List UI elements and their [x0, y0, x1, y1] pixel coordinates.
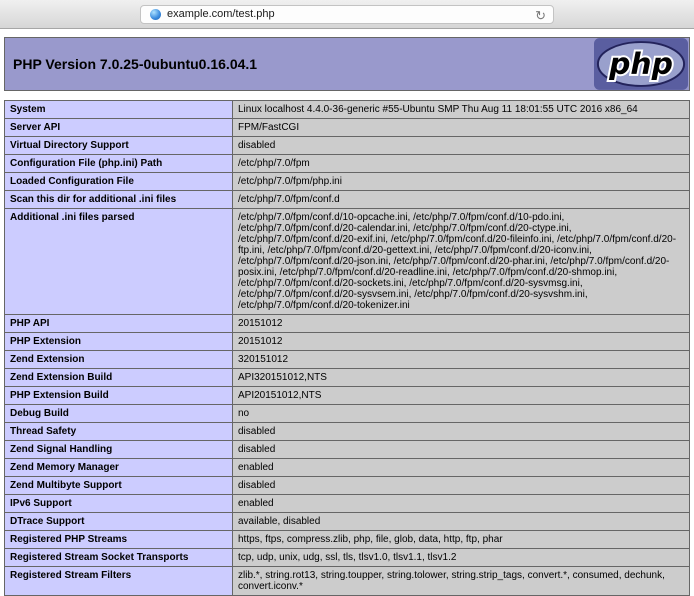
table-row — [5, 477, 690, 495]
info-row-label: Virtual Directory Support — [5, 137, 233, 155]
info-row-value: 320151012 — [233, 351, 690, 369]
table-row — [5, 369, 690, 387]
table-row — [5, 155, 690, 173]
info-row-label: Server API — [5, 119, 233, 137]
info-row-label: PHP Extension — [5, 333, 233, 351]
info-row-label: System — [5, 101, 233, 119]
table-row — [5, 549, 690, 567]
info-row-value: /etc/php/7.0/fpm/conf.d — [233, 191, 690, 209]
info-row-value: FPM/FastCGI — [233, 119, 690, 137]
info-row-label: PHP API — [5, 315, 233, 333]
info-row-label: PHP Extension Build — [5, 387, 233, 405]
address-bar[interactable] — [140, 5, 554, 24]
page-title: PHP Version 7.0.25-0ubuntu0.16.04.1 — [13, 56, 258, 72]
table-row — [5, 137, 690, 155]
table-row — [5, 209, 690, 315]
url-text: example.com/test.php — [167, 8, 275, 20]
info-row-label: Loaded Configuration File — [5, 173, 233, 191]
info-row-value: disabled — [233, 423, 690, 441]
info-row-label: DTrace Support — [5, 513, 233, 531]
table-row — [5, 101, 690, 119]
info-row-value: 20151012 — [233, 333, 690, 351]
info-row-value: zlib.*, string.rot13, string.toupper, string.tolower, string.strip_tags, convert.*, consumed, dechunk, convert.iconv.* — [233, 567, 690, 596]
info-row-label: Additional .ini files parsed — [5, 209, 233, 315]
table-row — [5, 513, 690, 531]
info-row-value: /etc/php/7.0/fpm/php.ini — [233, 173, 690, 191]
info-row-value: API20151012,NTS — [233, 387, 690, 405]
phpinfo-table — [4, 100, 690, 596]
php-version-header — [4, 37, 690, 91]
table-row — [5, 405, 690, 423]
info-row-value: enabled — [233, 495, 690, 513]
table-row — [5, 119, 690, 137]
info-row-label: Zend Multibyte Support — [5, 477, 233, 495]
info-row-label: Thread Safety — [5, 423, 233, 441]
info-row-value: enabled — [233, 459, 690, 477]
info-row-label: Zend Signal Handling — [5, 441, 233, 459]
info-row-value: https, ftps, compress.zlib, php, file, glob, data, http, ftp, phar — [233, 531, 690, 549]
table-row — [5, 351, 690, 369]
table-row — [5, 441, 690, 459]
info-row-label: Configuration File (php.ini) Path — [5, 155, 233, 173]
table-row — [5, 531, 690, 549]
info-row-label: IPv6 Support — [5, 495, 233, 513]
info-row-value: Linux localhost 4.4.0-36-generic #55-Ubuntu SMP Thu Aug 11 18:01:55 UTC 2016 x86_64 — [233, 101, 690, 119]
table-row — [5, 567, 690, 596]
info-row-label: Zend Extension — [5, 351, 233, 369]
php-logo[interactable] — [594, 38, 688, 90]
browser-toolbar — [0, 0, 694, 29]
info-row-label: Debug Build — [5, 405, 233, 423]
globe-favicon-icon — [150, 9, 161, 20]
info-row-value: /etc/php/7.0/fpm/conf.d/10-opcache.ini, /etc/php/7.0/fpm/conf.d/10-pdo.ini, /etc/php/7.0/fpm/conf.d/20-calendar.ini, /etc/php/7.0/fpm/conf.d/20-ctype.ini, /etc/php/7.0/fpm/conf.d/20-exif.ini, /etc/php/7.0/fpm/conf.d/20-fileinfo.ini, /etc/php/7.0/fpm/conf.d/20-ftp.ini, /etc/php/7.0/fpm/conf.d/20-gettext.ini, /etc/php/7.0/fpm/conf.d/20-iconv.ini, /etc/php/7.0/fpm/conf.d/20-json.ini, /etc/php/7.0/fpm/conf.d/20-phar.ini, /etc/php/7.0/fpm/conf.d/20-posix.ini, /etc/php/7.0/fpm/conf.d/20-readline.ini, /etc/php/7.0/fpm/conf.d/20-shmop.ini, /etc/php/7.0/fpm/conf.d/20-sockets.ini, /etc/php/7.0/fpm/conf.d/20-sysvmsg.ini, /etc/php/7.0/fpm/conf.d/20-sysvsem.ini, /etc/php/7.0/fpm/conf.d/20-sysvshm.ini, /etc/php/7.0/fpm/conf.d/20-tokenizer.ini — [233, 209, 690, 315]
info-row-label: Registered Stream Socket Transports — [5, 549, 233, 567]
table-row — [5, 495, 690, 513]
phpinfo-table-body — [5, 101, 690, 596]
table-row — [5, 387, 690, 405]
svg-text:php: php — [609, 47, 673, 83]
info-row-value: no — [233, 405, 690, 423]
info-row-label: Zend Extension Build — [5, 369, 233, 387]
table-row — [5, 315, 690, 333]
info-row-label: Zend Memory Manager — [5, 459, 233, 477]
reload-icon[interactable]: ↻ — [535, 7, 546, 23]
info-row-value: /etc/php/7.0/fpm — [233, 155, 690, 173]
info-row-label: Registered PHP Streams — [5, 531, 233, 549]
info-row-value: tcp, udp, unix, udg, ssl, tls, tlsv1.0, tlsv1.1, tlsv1.2 — [233, 549, 690, 567]
table-row — [5, 191, 690, 209]
info-row-value: 20151012 — [233, 315, 690, 333]
table-row — [5, 423, 690, 441]
info-row-value: API320151012,NTS — [233, 369, 690, 387]
info-row-value: available, disabled — [233, 513, 690, 531]
table-row — [5, 459, 690, 477]
table-row — [5, 173, 690, 191]
table-row — [5, 333, 690, 351]
info-row-value: disabled — [233, 137, 690, 155]
info-row-value: disabled — [233, 477, 690, 495]
info-row-label: Registered Stream Filters — [5, 567, 233, 596]
info-row-label: Scan this dir for additional .ini files — [5, 191, 233, 209]
info-row-value: disabled — [233, 441, 690, 459]
